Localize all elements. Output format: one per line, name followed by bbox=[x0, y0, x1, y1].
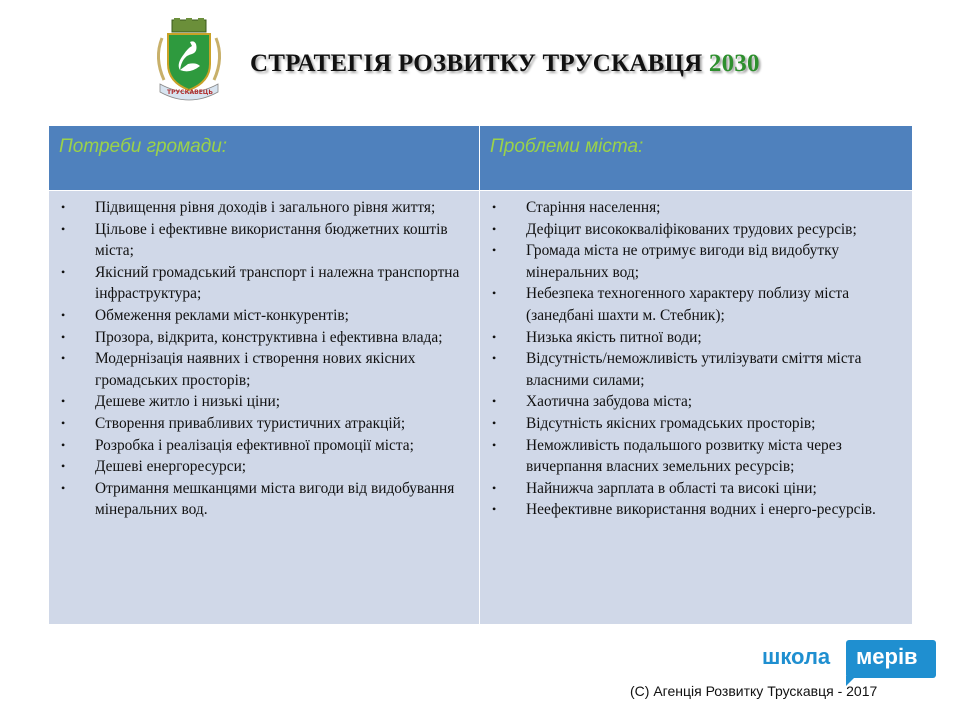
bullet-icon: • bbox=[492, 502, 497, 517]
logo-word-mayors: мерів bbox=[856, 644, 918, 669]
list-item bbox=[488, 348, 906, 391]
list-item bbox=[488, 283, 906, 326]
list-item bbox=[57, 478, 473, 521]
list-item bbox=[57, 435, 473, 457]
list-item-text: Найнижча зарплата в області та високі ціни; bbox=[526, 479, 817, 497]
needs-cell bbox=[49, 190, 480, 624]
list-item-text: Неможливість подальшого розвитку міста через вичерпання власних земельних ресурсів; bbox=[526, 436, 842, 476]
bullet-icon: • bbox=[492, 415, 497, 430]
title-main: СТРАТЕГІЯ РОЗВИТКУ ТРУСКАВЦЯ bbox=[250, 50, 709, 77]
list-item-text: Створення привабливих туристичних атракцій; bbox=[95, 414, 406, 432]
bullet-icon: • bbox=[61, 437, 66, 452]
list-item-text: Якісний громадський транспорт і належна транспортна інфраструктура; bbox=[95, 263, 460, 303]
list-item-text: Неефективне використання водних і енерго-ресурсів. bbox=[526, 501, 876, 519]
bullet-icon: • bbox=[492, 221, 497, 236]
list-item-text: Відсутність/неможливість утилізувати сміття міста власними силами; bbox=[526, 350, 862, 389]
list-item-text: Низька якість питної води; bbox=[526, 328, 702, 346]
bullet-icon: • bbox=[492, 286, 497, 301]
list-item bbox=[488, 413, 906, 435]
bullet-icon: • bbox=[61, 329, 66, 344]
bullet-icon: • bbox=[61, 307, 66, 322]
list-item bbox=[488, 240, 906, 283]
list-item bbox=[488, 435, 906, 478]
logo-word-school: школа bbox=[762, 644, 831, 669]
list-item-text: Хаотична забудова міста; bbox=[526, 393, 693, 411]
list-item bbox=[57, 219, 473, 262]
list-item bbox=[488, 327, 906, 349]
bullet-icon: • bbox=[492, 437, 497, 452]
list-item-text: Старіння населення; bbox=[526, 199, 661, 216]
bullet-icon: • bbox=[61, 200, 66, 214]
list-item-text: Дешеве житло і низькі ціни; bbox=[95, 393, 281, 411]
page-title bbox=[250, 50, 850, 78]
bullet-icon: • bbox=[61, 415, 66, 430]
list-item bbox=[57, 327, 473, 349]
list-item bbox=[57, 391, 473, 413]
list-item-text: Прозора, відкрита, конструктивна і ефективна влада; bbox=[95, 328, 443, 346]
list-item-text: Громада міста не отримує вигоди від видобутку мінеральних вод; bbox=[526, 242, 840, 281]
problems-cell bbox=[480, 190, 912, 624]
list-item bbox=[57, 348, 473, 391]
list-item bbox=[488, 391, 906, 413]
table-header-problems: Проблеми міста: bbox=[480, 126, 912, 190]
bullet-icon: • bbox=[61, 221, 66, 236]
bullet-icon: • bbox=[492, 480, 497, 495]
list-item bbox=[488, 219, 906, 241]
list-item-text: Модернізація наявних і створення нових якісних громадських просторів; bbox=[95, 350, 416, 389]
school-of-mayors-logo bbox=[750, 640, 936, 686]
list-item-text: Дефіцит висококваліфікованих трудових ресурсів; bbox=[526, 220, 857, 238]
bullet-icon: • bbox=[61, 264, 66, 279]
bullet-icon: • bbox=[61, 459, 66, 474]
list-item bbox=[57, 262, 473, 305]
table-header-needs: Потреби громади: bbox=[49, 126, 480, 190]
bullet-icon: • bbox=[492, 329, 497, 344]
list-item bbox=[488, 478, 906, 500]
bullet-icon: • bbox=[492, 394, 497, 409]
coat-of-arms-label: ТРУСКАВЕЦЬ bbox=[167, 89, 213, 96]
list-item-text: Обмеження реклами міст-конкурентів; bbox=[95, 306, 349, 324]
bullet-icon: • bbox=[492, 200, 497, 214]
bullet-icon: • bbox=[492, 243, 497, 258]
bullet-icon: • bbox=[61, 351, 66, 366]
footer-copyright: (С) Агенція Розвитку Трускавця - 2017 bbox=[630, 683, 878, 699]
list-item bbox=[488, 499, 906, 521]
strategy-table bbox=[49, 126, 912, 624]
list-item bbox=[488, 197, 906, 219]
list-item bbox=[57, 413, 473, 435]
bullet-icon: • bbox=[492, 351, 497, 366]
list-item bbox=[57, 305, 473, 327]
list-item bbox=[57, 456, 473, 478]
list-item-text: Дешеві енергоресурси; bbox=[95, 458, 247, 476]
needs-list bbox=[57, 197, 473, 521]
list-item-text: Цільове і ефективне використання бюджетних коштів міста; bbox=[95, 220, 448, 260]
bullet-icon: • bbox=[61, 394, 66, 409]
list-item-text: Підвищення рівня доходів і загального рівня життя; bbox=[95, 199, 436, 216]
bullet-icon: • bbox=[61, 480, 66, 495]
problems-list bbox=[488, 197, 906, 521]
list-item-text: Відсутність якісних громадських просторів; bbox=[526, 414, 816, 432]
list-item-text: Розробка і реалізація ефективної промоції міста; bbox=[95, 436, 414, 454]
list-item-text: Небезпека техногенного характеру поблизу міста (занедбані шахти м. Стебник); bbox=[526, 285, 850, 324]
list-item bbox=[57, 197, 473, 219]
list-item-text: Отримання мешканцями міста вигоди від видобування мінеральних вод. bbox=[95, 479, 455, 519]
title-year: 2030 bbox=[708, 50, 760, 77]
